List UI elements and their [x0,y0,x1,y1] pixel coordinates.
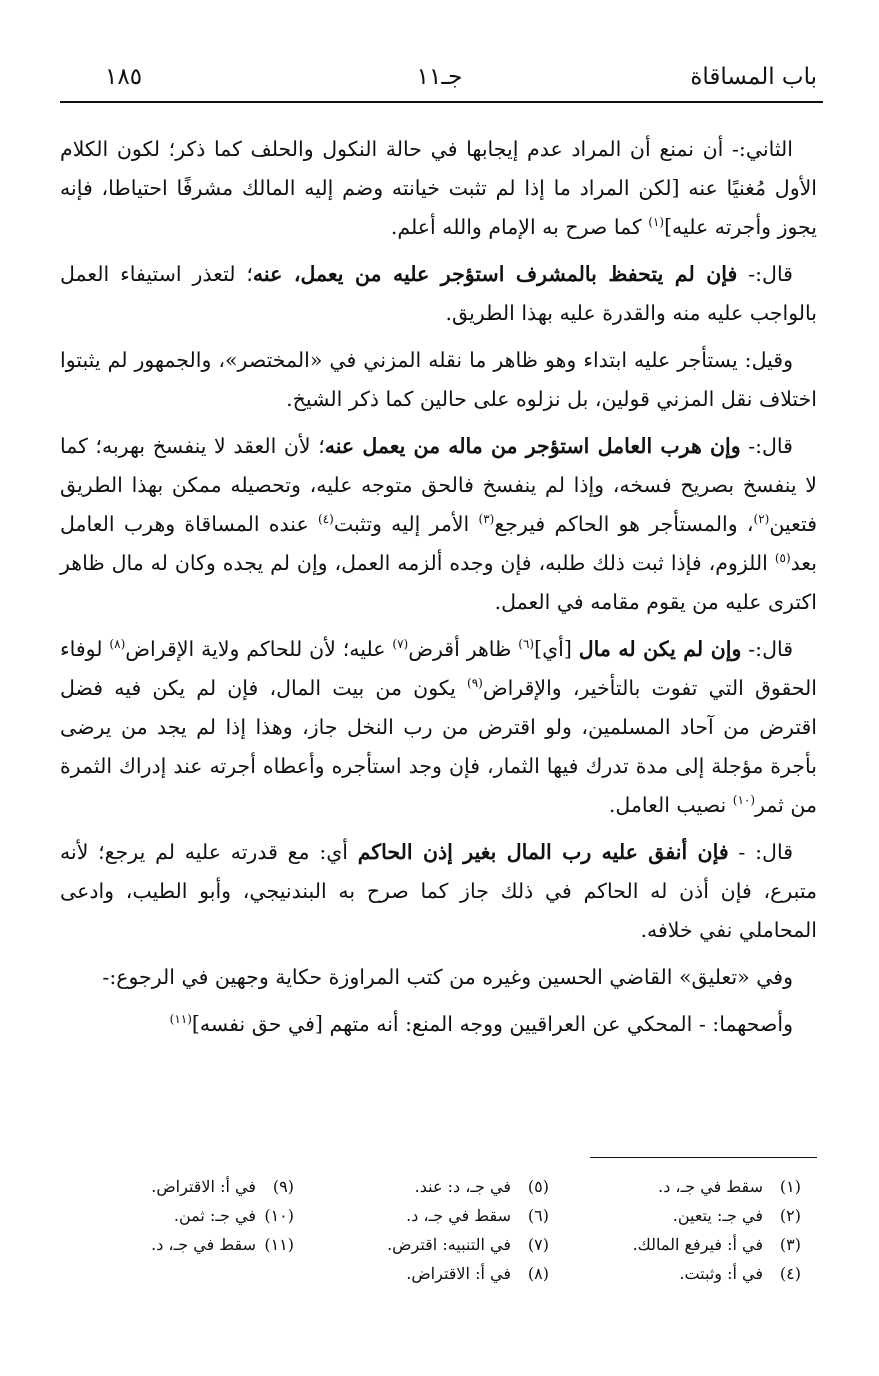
footnote-ref: (٢) [753,512,770,527]
text-segment: عنده المساقاة وهرب العامل بعد [60,512,817,575]
page-number: ١٨٥ [105,64,143,90]
footnote-ref: (١٠) [732,793,756,808]
text-segment: وأصحهما: - المحكي عن العراقيين ووجه المنع: أنه متهم [في حق نفسه] [191,1012,793,1036]
matn-text: فإن لم يتحفظ بالمشرف استؤجر عليه من يعمل، عنه [252,262,738,286]
matn-text: فإن أنفق عليه رب المال بغير إذن الحاكم [357,840,729,864]
footnote-text: في أ: فيرفع المالك. [632,1235,763,1254]
footnote-ref: (٩) [467,676,483,691]
footnote-rule [590,1157,817,1158]
text-segment: الثاني:- أن نمنع أن المراد عدم إيجابها في حالة النكول والحلف كما ذكر؛ لكون الكلام الأول مُغنيًا عنه [لكن المراد ما إذا لم تثبت خيانته وضم إليه المالك مشرفًا احتياطا، فإنه يجوز وأجرته عليه] [60,137,817,239]
footnote-ref: (٦) [518,637,535,652]
paragraph-lead: قال:- [741,637,794,661]
main-text [60,130,817,1052]
paragraph [60,833,817,950]
text-segment: [أي] [534,637,579,661]
footnote-ref: (٨) [109,637,126,652]
text-segment: ؛ لأن العقد لا ينفسخ بهربه؛ كما لا ينفسخ بصريح فسخه، وإذا لم ينفسخ فالحق متوجه عليه، وتحصيله ممكن بهذا الطريق فتعين [60,434,817,536]
matn-text: وإن هرب العامل استؤجر من ماله من يعمل عنه [324,434,741,458]
text-segment: عليه؛ لأن للحاكم ولاية الإقراض [125,637,393,661]
footnote-ref: (٧) [392,637,409,652]
footnote-text: سقط في جـ، د. [658,1177,763,1196]
footnote-number: (٣) [779,1235,801,1254]
footnote [541,1230,801,1259]
footnote [289,1201,549,1230]
footnote-number: (١١) [264,1235,294,1254]
footnote-number: (٦) [527,1206,549,1225]
text-segment: ؛ لتعذر استيفاء العمل بالواجب عليه منه والقدرة عليه بهذا الطريق. [60,262,817,325]
paragraph [60,1005,817,1044]
footnote [289,1259,549,1288]
footnote [64,1230,294,1259]
footnote-ref: (٣) [478,512,495,527]
paragraph [60,958,817,997]
text-segment: يكون من بيت المال، فإن لم يكن فيه فضل اقترض من آحاد المسلمين، ولو اقترض من رب النخل جاز، وهذا إذا لم يجد من يرضى بأجرة مؤجلة إلى مدة تدرك فيها الثمار، فإن وجد استأجره وأعطاه أجرته عند إدراك الثمرة من ثمر [60,676,817,817]
paragraph [60,255,817,333]
footnote-text: سقط في جـ، د. [406,1206,511,1225]
matn-text: وإن لم يكن له مال [578,637,742,661]
footnote-number: (٤) [779,1264,801,1283]
footnote-number: (٧) [527,1235,549,1254]
footnote [64,1201,294,1230]
footnote-text: في أ: الاقتراض. [151,1177,256,1196]
footnote [289,1230,549,1259]
paragraph [60,630,817,825]
footnote-ref: (١١) [169,1012,192,1027]
text-segment: اللزوم، فإذا ثبت ذلك طلبه، فإن وجده ألزمه العمل، وإن لم يجده وكان له مال ظاهر اكترى عليه من يقوم مقامه في العمل. [60,551,817,614]
footnote [289,1172,549,1201]
chapter-title: باب المساقاة [690,64,817,90]
footnote-number: (٥) [527,1177,549,1196]
footnote [541,1172,801,1201]
footnote-text: في جـ، د: عند. [414,1177,511,1196]
paragraph [60,130,817,247]
footnote [541,1259,801,1288]
footnote-ref: (٥) [774,551,791,566]
footnote-number: (٩) [272,1177,294,1196]
footnote-ref: (١) [648,215,665,230]
text-segment: ظاهر أقرض [408,637,519,661]
footnote-column-1 [541,1172,801,1288]
text-segment: ، والمستأجر هو الحاكم فيرجع [494,512,754,536]
footnote-text: في جـ: ثمن. [173,1206,256,1225]
paragraph [60,341,817,419]
text-segment: لوفاء الحقوق التي تفوت بالتأخير، والإقراض [60,637,817,700]
text-segment: كما صرح به الإمام والله أعلم. [390,215,649,239]
text-segment: وقيل: يستأجر عليه ابتداء وهو ظاهر ما نقله المزني في «المختصر»، والجمهور لم يثبتوا اختلاف نقل المزني قولين، بل نزلوه على حالين كما ذكر الشيخ. [60,348,817,411]
footnote-text: في أ: الاقتراض. [406,1264,511,1283]
footnote-text: سقط في جـ، د. [151,1235,256,1254]
footnote-column-3 [64,1172,294,1259]
footnote-number: (١) [779,1177,801,1196]
footnote-column-2 [289,1172,549,1288]
footnote [64,1172,294,1201]
paragraph [60,427,817,622]
footnote [541,1201,801,1230]
footnote-text: في التنبيه: اقترض. [387,1235,511,1254]
text-segment: وفي «تعليق» القاضي الحسين وغيره من كتب المراوزة حكاية وجهين في الرجوع:- [102,965,793,989]
footnote-number: (٨) [527,1264,549,1283]
text-segment: الأمر إليه وتثبت [333,512,479,536]
footnote-ref: (٤) [317,512,334,527]
footnote-text: في جـ: يتعين. [672,1206,763,1225]
footnote-number: (١٠) [264,1206,294,1225]
paragraph-lead: قال:- [737,262,793,286]
footnote-number: (٢) [779,1206,801,1225]
volume-label: جـ١١ [416,64,463,90]
header-rule [60,101,823,103]
text-segment: أي: مع قدرته عليه لم يرجع؛ لأنه متبرع، فإن أذن له الحاكم في ذلك جاز كما صرح به البندنيجي، وأبو الطيب، وادعى المحاملي نفي خلافه. [60,840,817,942]
paragraph-lead: قال: - [728,840,793,864]
footnote-text: في أ: وثبتت. [679,1264,763,1283]
paragraph-lead: قال:- [740,434,793,458]
text-segment: نصيب العامل. [608,793,733,817]
